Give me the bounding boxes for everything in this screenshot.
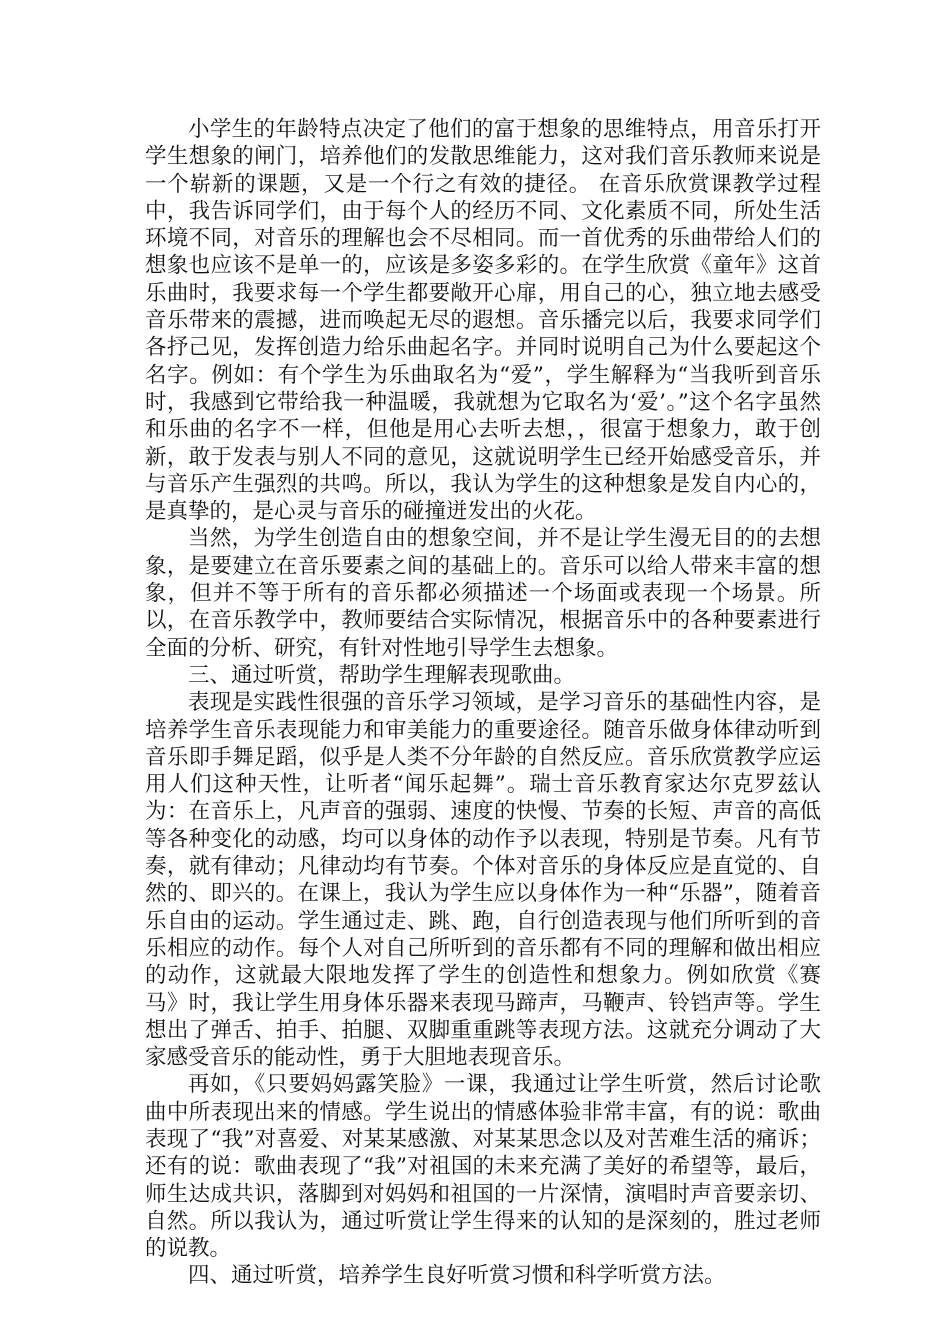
paragraph-performance: 表现是实践性很强的音乐学习领域，是学习音乐的基础性内容，是培养学生音乐表现能力和审美能力的重要途径。随音乐做身体律动听到音乐即手舞足蹈，似乎是人类不分年龄的自然反应。音乐欣赏教学应运用人们这种天性，让听者“闻乐起舞”。瑞士音乐教育家达尔克罗兹认为：在音乐上，凡声音的强弱、速度的快慢、节奏的长短、声音的高低等各种变化的动感，均可以身体的动作予以表现，特别是节奏。凡有节奏，就有律动；凡律动均有节奏。个体对音乐的身体反应是直觉的、自然的、即兴的。在课上，我认为学生应以身体作为一种“乐器”，随着音乐自由的运动。学生通过走、跳、跑，自行创造表现与他们所听到的音乐相应的动作。每个人对自己所听到的音乐都有不同的理解和做出相应的动作，这就最大限地发挥了学生的创造性和想象力。例如欣赏《赛马》时，我让学生用身体乐器来表现马蹄声，马鞭声、铃铛声等。学生想出了弹舌、拍手、拍腿、双脚重重跳等表现方法。这就充分调动了大家感受音乐的能动性，勇于大胆地表现音乐。	[145, 690, 821, 1071]
section-heading-four: 四、通过听赏，培养学生良好听赏习惯和科学听赏方法。	[188, 1263, 726, 1289]
paragraph-imagination-space: 当然，为学生创造自由的想象空间，并不是让学生漫无目的的去想象，是要建立在音乐要素之间的基础上的。音乐可以给人带来丰富的想象，但并不等于所有的音乐都必须描述一个场面或表现一个场景。所以，在音乐教学中，教师要结合实际情况，根据音乐中的各种要素进行全面的分析、研究，有针对性地引导学生去想象。	[145, 526, 821, 661]
document-body	[145, 116, 821, 1290]
paragraph-song-example: 再如，《只要妈妈露笑脸》一课，我通过让学生听赏，然后讨论歌曲中所表现出来的情感。学生说出的情感体验非常丰富，有的说：歌曲表现了“我”对喜爱、对某某感激、对某某思念以及对苦难生活的痛诉；还有的说：歌曲表现了“我”对祖国的未来充满了美好的希望等，最后，师生达成共识，落脚到对妈妈和祖国的一片深情，演唱时声音要亲切、自然。所以我认为，通过听赏让学生得来的认知的是深刻的，胜过老师的说教。	[145, 1072, 821, 1262]
section-heading-three: 三、通过听赏，帮助学生理解表现歌曲。	[188, 662, 576, 688]
paragraph-imagination: 小学生的年龄特点决定了他们的富于想象的思维特点，用音乐打开学生想象的闸门，培养他们的发散思维能力，这对我们音乐教师来说是一个崭新的课题，又是一个行之有效的捷径。 在音乐欣赏课教学过程中，我告诉同学们，由于每个人的经历不同、文化素质不同，所处生活环境不同，对音乐的理解也会不尽相同。而一首优秀的乐曲带给人们的想象也应该不是单一的，应该是多姿多彩的。在学生欣赏《童年》这首乐曲时，我要求每一个学生都要敞开心扉，用自己的心，独立地去感受音乐带来的震撼，进而唤起无尽的遐想。音乐播完以后，我要求同学们各抒己见，发挥创造力给乐曲起名字。并同时说明自己为什么要起这个名字。例如：有个学生为乐曲取名为“爱”，学生解释为“当我听到音乐时，我感到它带给我一种温暖，我就想为它取名为‘爱’。”这个名字虽然和乐曲的名字不一样，但他是用心去听去想，，很富于想象力，敢于创新，敢于发表与别人不同的意见，这就说明学生已经开始感受音乐，并与音乐产生强烈的共鸣。所以，我认为学生的这种想象是发自内心的，是真挚的，是心灵与音乐的碰撞迸发出的火花。	[145, 117, 821, 525]
